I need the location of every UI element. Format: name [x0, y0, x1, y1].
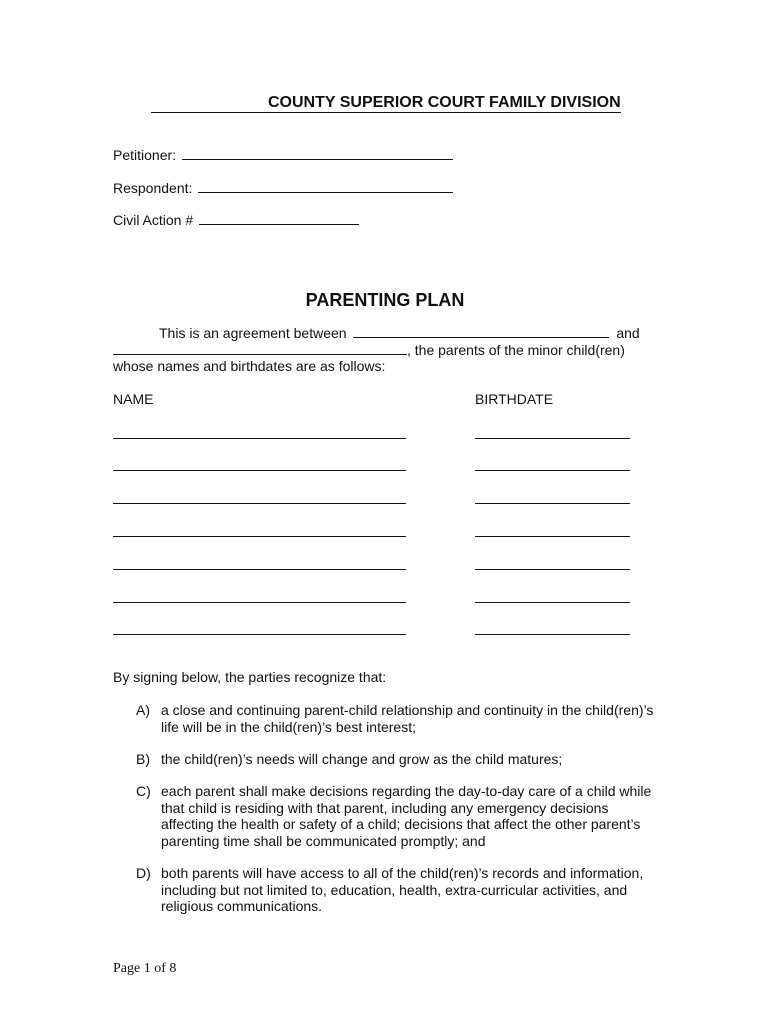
birthdate-column-header: BIRTHDATE	[475, 391, 554, 407]
parent-two-blank[interactable]	[113, 342, 407, 355]
intro-text-1: This is an agreement between	[159, 325, 347, 341]
intro-text-2: , the parents of the minor child(ren)	[407, 342, 625, 358]
item-text-line: each parent shall make decisions regarding the day-to-day care of a child while	[161, 783, 652, 799]
page-number: Page 1 of 8	[113, 961, 177, 976]
child-name-blank[interactable]	[113, 470, 406, 471]
county-name-blank[interactable]	[151, 112, 621, 113]
item-text-line: that child is residing with that parent, including any emergency decisions	[161, 799, 609, 816]
item-text-line: the child(ren)’s needs will change and grow as the child matures;	[161, 751, 563, 767]
item-text-line: both parents will have access to all of the child(ren)’s records and information,	[161, 865, 644, 881]
child-birthdate-blank[interactable]	[475, 470, 630, 471]
intro-line-1	[159, 325, 640, 341]
civil-action-blank[interactable]	[199, 212, 359, 225]
item-text-line: parenting time shall be communicated promptly; and	[161, 832, 486, 849]
item-text-line: religious communications.	[161, 898, 323, 914]
child-birthdate-blank[interactable]	[475, 503, 630, 504]
item-text-line: affecting the health or safety of a child; decisions that affect the other parent’s	[161, 816, 641, 832]
item-letter: A)	[136, 702, 150, 718]
respondent-blank[interactable]	[198, 180, 453, 193]
child-name-blank[interactable]	[113, 438, 406, 439]
petitioner-blank[interactable]	[182, 147, 453, 160]
parent-one-blank[interactable]	[353, 325, 609, 338]
item-text-line: a close and continuing parent-child relationship and continuity in the child(ren)’s	[161, 702, 654, 718]
recognition-lead: By signing below, the parties recognize that:	[113, 669, 387, 685]
child-birthdate-blank[interactable]	[475, 634, 630, 635]
respondent-label: Respondent:	[113, 180, 193, 196]
civil-action-field	[113, 212, 359, 228]
child-name-blank[interactable]	[113, 536, 406, 537]
petitioner-field	[113, 147, 453, 163]
name-column-header: NAME	[113, 391, 154, 407]
item-letter: B)	[136, 751, 150, 767]
court-title: COUNTY SUPERIOR COURT FAMILY DIVISION	[268, 94, 621, 111]
child-name-blank[interactable]	[113, 634, 406, 635]
intro-and-text: and	[616, 325, 640, 341]
child-birthdate-blank[interactable]	[475, 536, 630, 537]
civil-action-label: Civil Action #	[113, 212, 194, 228]
item-letter: D)	[136, 865, 151, 881]
child-birthdate-blank[interactable]	[475, 438, 630, 439]
child-name-blank[interactable]	[113, 602, 406, 603]
item-letter: C)	[136, 783, 151, 799]
child-name-blank[interactable]	[113, 503, 406, 504]
document-title: PARENTING PLAN	[305, 290, 465, 310]
intro-line-3: whose names and birthdates are as follows:	[113, 358, 386, 374]
intro-line-2	[113, 342, 625, 358]
item-text-line: life will be in the child(ren)’s best interest;	[161, 718, 416, 735]
petitioner-label: Petitioner:	[113, 147, 177, 163]
child-birthdate-blank[interactable]	[475, 569, 630, 570]
child-name-blank[interactable]	[113, 569, 406, 570]
respondent-field	[113, 180, 453, 196]
child-birthdate-blank[interactable]	[475, 602, 630, 603]
item-text-line: including but not limited to, education, health, extra-curricular activities, and	[161, 881, 628, 898]
